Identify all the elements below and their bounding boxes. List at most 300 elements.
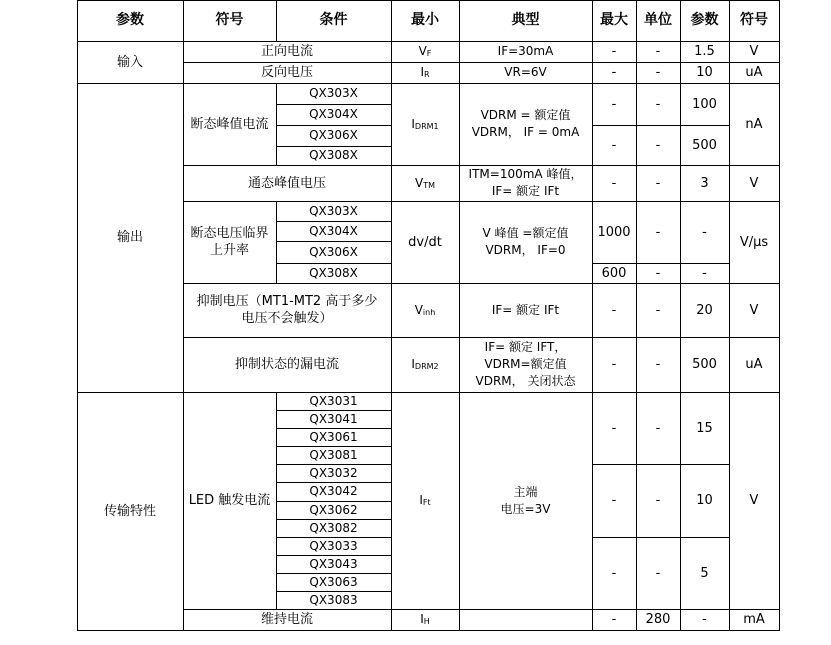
condition — [459, 83, 592, 165]
cell-text: VDRM， IF = 0mA — [471, 125, 580, 139]
table-rule — [183, 165, 780, 166]
cell-text: V — [749, 302, 759, 318]
value — [680, 165, 729, 201]
cell-text: QX3061 — [309, 429, 358, 444]
value — [680, 609, 729, 630]
table-rule — [276, 464, 392, 465]
cell-text: V 峰值 =额定值 — [482, 226, 569, 240]
text-line — [485, 339, 567, 356]
cell-text: 电压=3V — [500, 501, 551, 516]
table-rule — [276, 104, 392, 105]
text-line — [485, 242, 565, 259]
table-rule — [391, 41, 392, 84]
table-rule — [276, 482, 392, 483]
value — [680, 62, 729, 83]
model-number — [276, 83, 391, 104]
symbol-subscript: DRM1 — [414, 121, 439, 131]
value — [636, 263, 680, 283]
cell-text: 上升率 — [209, 243, 249, 258]
model-number — [276, 519, 391, 537]
cell-text: - — [655, 265, 661, 281]
table-rule — [276, 146, 392, 147]
cell-text: V/μs — [739, 234, 769, 250]
symbol-subscript: F — [426, 49, 432, 58]
table-rule — [680, 41, 681, 84]
value — [592, 83, 636, 125]
value — [592, 283, 636, 337]
condition — [459, 165, 592, 201]
value — [636, 62, 680, 83]
symbol-base: I — [420, 65, 424, 79]
cell-text: 600 — [601, 265, 627, 281]
text-line — [492, 183, 559, 200]
header-label: 最小 — [411, 12, 439, 28]
table-rule — [276, 591, 392, 592]
symbol-subscript: TM — [423, 180, 435, 190]
cell-text: VDRM， IF=0 — [485, 243, 566, 257]
model-number — [276, 410, 391, 428]
value — [592, 125, 636, 165]
table-rule — [636, 392, 637, 631]
value — [592, 392, 636, 464]
cell-text: VDRM = 额定值 — [480, 108, 571, 122]
symbol-cell — [391, 201, 459, 283]
table-rule — [592, 537, 730, 538]
symbol-subscript: DRM2 — [414, 362, 439, 371]
cell-text: - — [611, 357, 617, 372]
cell-text: - — [655, 96, 661, 112]
header-label: 单位 — [644, 12, 672, 28]
value — [636, 464, 680, 537]
cell-text: - — [655, 357, 661, 372]
cell-text: 电压不会触发） — [241, 311, 333, 326]
header-label: 参数 — [116, 12, 144, 28]
cell-text: VR=6V — [504, 65, 547, 79]
symbol-base: I — [411, 357, 415, 371]
table-rule — [276, 501, 392, 502]
table-rule — [183, 392, 184, 631]
value — [680, 41, 729, 62]
cell-text: QX304X — [309, 107, 358, 121]
model-number — [276, 501, 391, 519]
table-rule — [459, 41, 460, 84]
table-rule — [276, 410, 392, 411]
cell-text: 抑制电压（MT1-MT2 高于多少 — [196, 294, 378, 309]
param-name — [183, 283, 391, 337]
header-cell — [391, 0, 459, 41]
table-rule — [276, 125, 392, 126]
group-label-output — [77, 83, 183, 392]
cell-text: mA — [743, 612, 765, 627]
table-rule — [391, 392, 392, 631]
symbol-cell — [391, 337, 459, 392]
cell-text: QX3031 — [309, 393, 358, 408]
value — [592, 464, 636, 537]
model-number — [276, 537, 391, 555]
table-rule — [276, 537, 392, 538]
table-rule — [183, 62, 780, 63]
table-rule — [459, 83, 460, 393]
table-rule — [183, 283, 780, 284]
symbol-base: I — [420, 612, 424, 626]
cell-text: - — [611, 137, 617, 153]
cell-text: - — [655, 493, 661, 508]
header-label: 典型 — [511, 12, 540, 28]
symbol-subscript: inh — [422, 307, 436, 317]
symbol-cell — [391, 62, 459, 83]
value — [636, 609, 680, 630]
text-line — [197, 293, 378, 310]
param-name — [183, 165, 391, 201]
cell-text: uA — [745, 65, 763, 80]
cell-text: QX303X — [309, 86, 358, 100]
cell-text: - — [655, 565, 661, 581]
unit — [729, 201, 779, 283]
group-label-transfer — [77, 392, 183, 630]
table-rule — [183, 609, 780, 610]
cell-text: V — [749, 175, 759, 191]
table-rule — [729, 41, 730, 84]
cell-text: - — [611, 65, 617, 80]
cell-text: - — [611, 175, 617, 191]
stacked-text — [190, 225, 268, 259]
cell-text: V — [749, 493, 759, 508]
cell-text: QX3083 — [309, 592, 358, 607]
param-name — [183, 392, 276, 609]
symbol-cell — [391, 392, 459, 609]
symbol-base: V — [418, 44, 427, 58]
table-rule — [276, 201, 277, 284]
value — [680, 392, 729, 464]
cell-text: 传输特性 — [103, 503, 156, 519]
value — [592, 165, 636, 201]
value — [680, 283, 729, 337]
cell-text: nA — [745, 116, 763, 132]
value — [680, 125, 729, 165]
table-rule — [276, 83, 277, 166]
value — [636, 83, 680, 125]
cell-text: 断态电压临界 — [190, 226, 269, 241]
symbol-cell — [391, 41, 459, 62]
value — [592, 201, 636, 263]
table-rule — [680, 0, 681, 42]
header-cell — [276, 0, 391, 41]
cell-text: IF= 额定 IFT， — [484, 340, 567, 354]
text-line — [241, 310, 332, 327]
cell-text: - — [655, 137, 661, 153]
model-number — [276, 263, 391, 283]
table-rule — [276, 555, 392, 556]
cell-text: - — [611, 612, 617, 627]
condition — [459, 337, 592, 392]
cell-text: VDRM， 关闭状态 — [475, 374, 576, 388]
cell-text: - — [702, 612, 707, 627]
table-rule — [729, 392, 730, 631]
cell-text: LED 触发电流 — [188, 493, 271, 508]
table-rule — [276, 241, 392, 242]
table-rule — [636, 83, 637, 393]
table-rule — [592, 392, 593, 631]
cell-text: 10 — [696, 493, 713, 508]
symbol-cell — [391, 165, 459, 201]
table-rule — [276, 446, 392, 447]
stacked-text — [501, 484, 551, 518]
table-rule — [729, 83, 730, 393]
model-number — [276, 446, 391, 464]
text-line — [484, 356, 566, 373]
value — [680, 83, 729, 125]
model-number — [276, 464, 391, 482]
table-rule — [391, 83, 392, 393]
condition — [459, 41, 592, 62]
value — [592, 537, 636, 609]
value — [592, 337, 636, 392]
cell-text: IF= 额定 IFt — [491, 184, 560, 198]
cell-text: ITM=100mA 峰值， — [468, 167, 583, 181]
cell-text: QX308X — [309, 265, 358, 280]
table-rule — [459, 0, 460, 42]
cell-text: 维持电流 — [260, 612, 313, 627]
param-name — [183, 41, 391, 62]
symbol-cell — [391, 609, 459, 630]
header-cell — [459, 0, 592, 41]
symbol-base: V — [414, 175, 424, 190]
symbol-cell — [391, 83, 459, 165]
unit — [729, 283, 779, 337]
value — [680, 263, 729, 283]
param-name — [183, 201, 276, 283]
symbol-base: I — [419, 493, 423, 507]
cell-text: - — [655, 65, 661, 80]
table-rule — [779, 0, 780, 631]
cell-text: 500 — [692, 357, 717, 372]
value — [680, 201, 729, 263]
table-rule — [183, 83, 184, 393]
value — [636, 283, 680, 337]
model-number — [276, 392, 391, 410]
model-number — [276, 482, 391, 501]
stacked-text — [483, 225, 569, 259]
cell-text: - — [655, 302, 661, 318]
table-rule — [592, 464, 730, 465]
stacked-text — [197, 293, 378, 327]
cell-text: - — [611, 420, 617, 436]
table-rule — [276, 428, 392, 429]
cell-text: QX3041 — [309, 411, 358, 426]
text-line — [190, 225, 268, 242]
model-number — [276, 104, 391, 125]
model-number — [276, 428, 391, 446]
stacked-text — [472, 107, 580, 141]
header-cell — [680, 0, 729, 41]
param-name — [183, 62, 391, 83]
table-rule — [592, 83, 593, 393]
value — [636, 537, 680, 609]
cell-text: QX3033 — [309, 538, 358, 553]
cell-text: QX303X — [309, 203, 358, 218]
cell-text: - — [611, 565, 617, 581]
cell-text: QX3062 — [309, 502, 358, 517]
cell-text: QX304X — [309, 223, 358, 238]
table-rule — [729, 0, 730, 42]
group-label-input — [77, 41, 183, 83]
cell-text: 1.5 — [694, 44, 715, 59]
cell-text: - — [655, 420, 661, 436]
text-line — [483, 225, 569, 242]
header-label: 参数 — [690, 12, 719, 28]
unit — [729, 392, 779, 609]
unit — [729, 83, 779, 165]
cell-text: 通态峰值电压 — [247, 175, 326, 191]
table-rule — [276, 0, 277, 42]
header-cell — [729, 0, 779, 41]
model-number — [276, 591, 391, 609]
table-rule — [636, 0, 637, 42]
header-label: 符号 — [215, 12, 244, 28]
value — [636, 392, 680, 464]
cell-text: - — [611, 493, 617, 508]
symbol-subscript: R — [423, 70, 430, 79]
table-rule — [592, 125, 730, 126]
cell-text: V — [749, 44, 759, 59]
cell-text: QX306X — [309, 244, 358, 259]
cell-text: 20 — [696, 302, 713, 318]
cell-text: - — [611, 302, 617, 318]
table-rule — [391, 0, 392, 42]
header-cell — [77, 0, 183, 41]
stacked-text — [469, 166, 583, 200]
condition — [459, 62, 592, 83]
text-line — [481, 107, 571, 124]
symbol-base: I — [411, 116, 415, 131]
model-number — [276, 573, 391, 591]
table-rule — [183, 0, 184, 42]
cell-text: 500 — [692, 137, 717, 153]
symbol-subscript: Ft — [422, 498, 431, 507]
header-cell — [183, 0, 276, 41]
unit — [729, 165, 779, 201]
table-rule — [680, 83, 681, 393]
table-rule — [636, 41, 637, 84]
unit — [729, 337, 779, 392]
value — [636, 41, 680, 62]
header-cell — [592, 0, 636, 41]
cell-text: 正向电流 — [260, 44, 313, 59]
model-number — [276, 201, 391, 221]
header-label: 符号 — [740, 12, 768, 28]
text-line — [501, 501, 551, 518]
cell-text: IF= 额定 IFt — [491, 302, 560, 317]
table-rule — [592, 0, 593, 42]
table-rule — [680, 392, 681, 631]
table-rule — [276, 573, 392, 574]
cell-text: QX3032 — [309, 465, 358, 480]
cell-text: uA — [745, 357, 763, 372]
cell-text: 5 — [700, 565, 709, 581]
value — [680, 464, 729, 537]
symbol-cell — [391, 283, 459, 337]
param-name — [183, 337, 391, 392]
param-name — [183, 83, 276, 165]
cell-text: 3 — [700, 175, 709, 191]
table-rule — [592, 41, 593, 84]
cell-text: 主端 — [513, 484, 538, 499]
cell-text: QX3063 — [309, 574, 358, 589]
value — [636, 125, 680, 165]
text-line — [476, 373, 576, 390]
cell-text: - — [702, 224, 707, 240]
value — [636, 165, 680, 201]
header-label: 最大 — [600, 12, 628, 28]
cell-text: - — [655, 44, 661, 59]
condition — [459, 283, 592, 337]
value — [592, 41, 636, 62]
table-rule — [183, 201, 780, 202]
model-number — [276, 555, 391, 573]
table-rule — [276, 263, 392, 264]
cell-text: QX3082 — [309, 520, 358, 535]
table-rule — [276, 221, 392, 222]
cell-text: - — [702, 265, 707, 281]
symbol-subscript: H — [423, 617, 430, 626]
condition — [459, 392, 592, 609]
value — [592, 263, 636, 283]
table-rule — [276, 519, 392, 520]
value — [592, 609, 636, 630]
param-name — [183, 609, 391, 630]
cell-text: dv/dt — [408, 234, 442, 250]
unit — [729, 41, 779, 62]
cell-text: QX3043 — [309, 556, 358, 571]
cell-text: 10 — [696, 65, 713, 80]
condition — [459, 201, 592, 283]
unit — [729, 62, 779, 83]
cell-text: 15 — [696, 420, 713, 436]
cell-text: - — [611, 96, 617, 112]
cell-text: 输入 — [116, 54, 143, 70]
text-line — [472, 124, 580, 141]
cell-text: 280 — [645, 612, 671, 627]
model-number — [276, 221, 391, 241]
value — [592, 62, 636, 83]
cell-text: 1000 — [597, 224, 631, 240]
table-rule — [183, 41, 184, 84]
model-number — [276, 125, 391, 146]
cell-text: IF=30mA — [497, 44, 554, 58]
cell-text: - — [655, 224, 661, 240]
table-rule — [77, 0, 78, 631]
cell-text: QX3042 — [309, 484, 358, 498]
header-cell — [636, 0, 680, 41]
symbol-base: V — [414, 302, 423, 317]
model-number — [276, 146, 391, 165]
cell-text: QX306X — [309, 128, 358, 142]
value — [636, 201, 680, 263]
text-line — [469, 166, 583, 183]
text-line — [513, 484, 537, 501]
cell-text: - — [611, 44, 617, 59]
cell-text: QX3081 — [309, 447, 358, 462]
table-rule — [183, 337, 780, 338]
value — [636, 337, 680, 392]
stacked-text — [476, 339, 576, 390]
value — [680, 537, 729, 609]
cell-text: 抑制状态的漏电流 — [234, 357, 339, 372]
cell-text: 断态峰值电流 — [190, 116, 269, 132]
unit — [729, 609, 779, 630]
cell-text: VDRM=额定值 — [484, 357, 567, 371]
value — [680, 337, 729, 392]
